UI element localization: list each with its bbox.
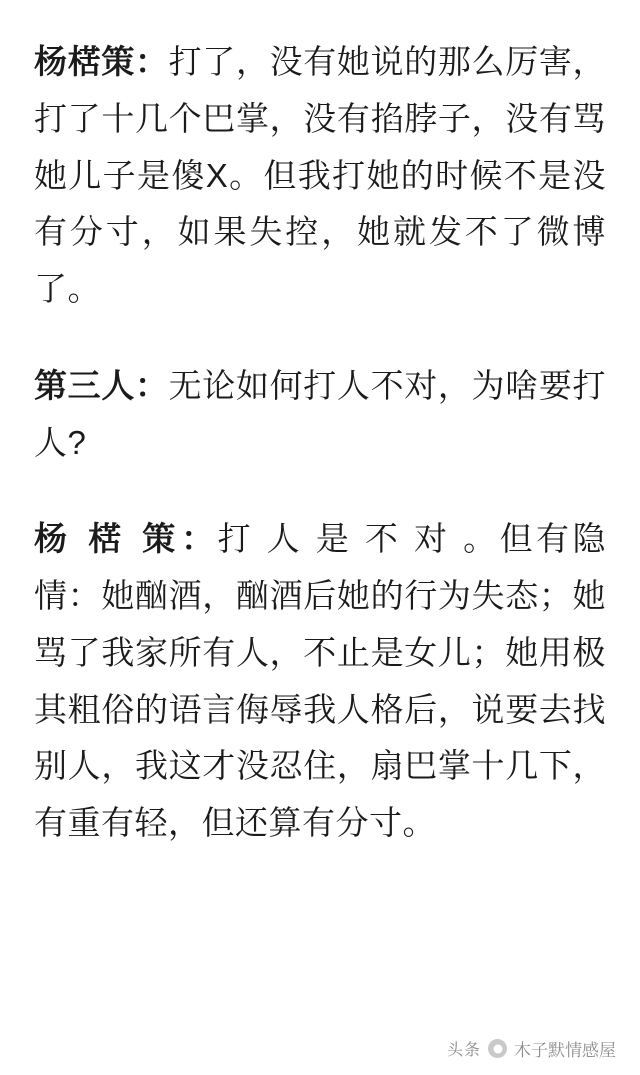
account-name: 木子默情感屋 [514,1041,616,1060]
speaker-separator: ： [181,520,218,558]
watermark [447,1036,616,1061]
speaker-separator: ： [134,366,169,404]
avatar [488,1039,507,1058]
paragraph [34,511,606,852]
paragraph-text: 打 人 是 不 对 。但有隐情：她酗酒，酗酒后她的行为失态；她骂了我家所有人，不止是女儿；她用极其粗俗的语言侮辱我人格后，说要去找别人，我这才没忍住，扇巴掌十几下，有重有轻，但还算有分寸。 [34,520,606,841]
toutiao-logo: 头条 [446,1042,481,1059]
speaker-label: 杨 楛 策 [34,520,182,558]
paragraph [34,358,606,472]
speaker-separator: ： [134,43,169,80]
paragraph [34,34,606,318]
speaker-label: 杨楛策 [34,43,135,80]
paragraph-text: 无论如何打人不对，为啥要打人? [34,366,606,461]
speaker-label: 第三人 [34,366,135,404]
qa-block-1 [34,34,606,318]
paragraph-text: 打了，没有她说的那么厉害，打了十几个巴掌，没有掐脖子，没有骂她儿子是傻X。但我打她的时候不是没有分寸，如果失控，她就发不了微博了。 [34,43,606,307]
qa-block-3 [34,511,606,852]
qa-block-2 [34,358,606,472]
